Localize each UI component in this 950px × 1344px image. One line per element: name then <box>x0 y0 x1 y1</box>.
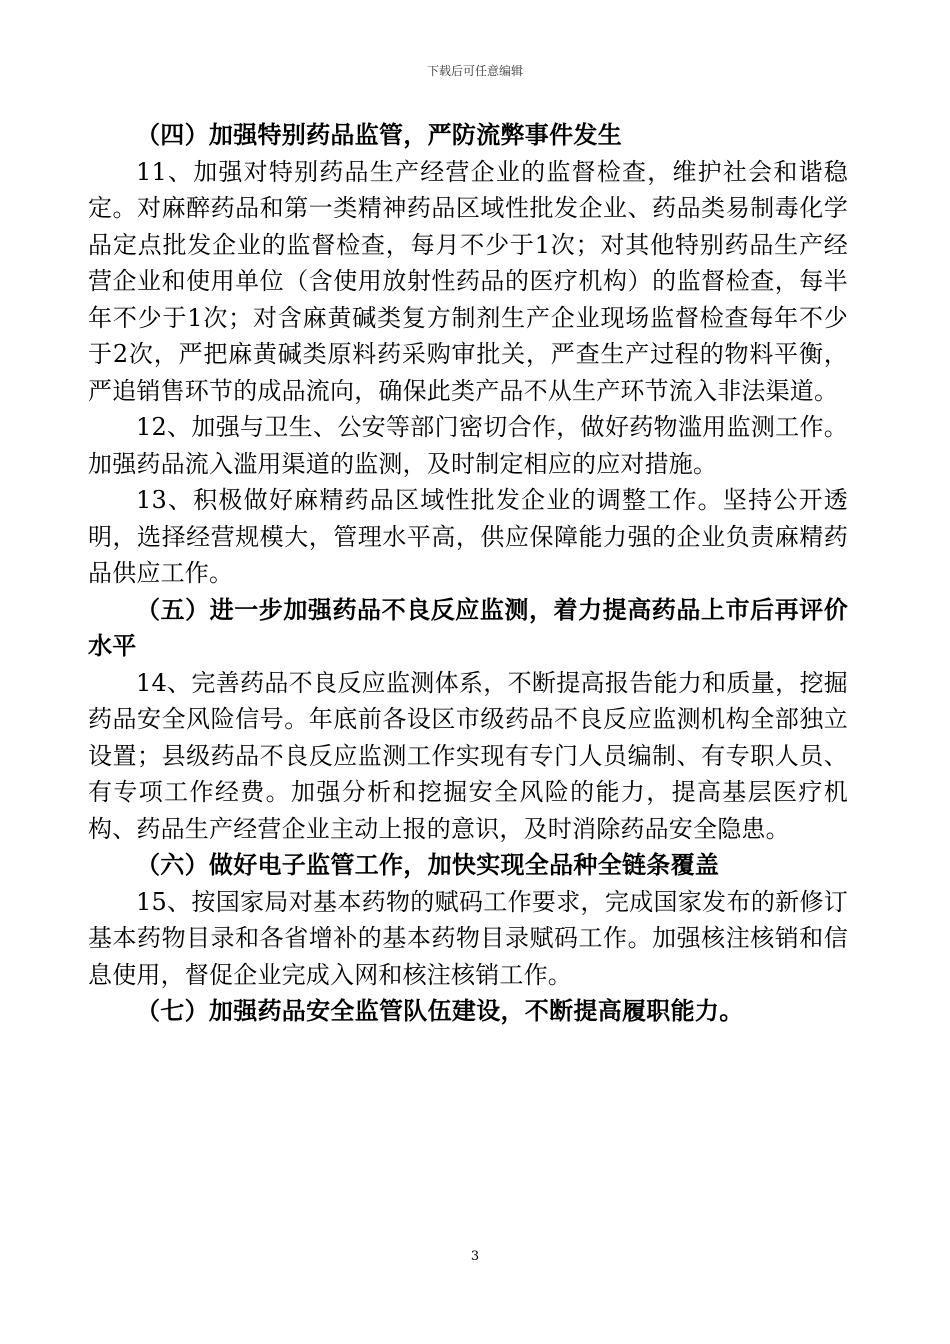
page-header-note: 下载后可任意编辑 <box>426 64 523 78</box>
paragraph-item-15: 15、按国家局对基本药物的赋码工作要求，完成国家发布的新修订基本药物目录和各省增补的基本药物目录赋码工作。加强核注核销和信息使用，督促企业完成入网和核注核销工作。 <box>88 887 848 989</box>
paragraph-item-12: 12、加强与卫生、公安等部门密切合作，做好药物滥用监测工作。加强药品流入滥用渠道的监测，及时制定相应的应对措施。 <box>88 413 848 478</box>
section-heading-5: （五）进一步加强药品不良反应监测，着力提高药品上市后再评价水平 <box>88 595 848 660</box>
paragraph-item-13: 13、积极做好麻精药品区域性批发企业的调整工作。坚持公开透明，选择经营规模大，管理水平高，供应保障能力强的企业负责麻精药品供应工作。 <box>88 486 848 587</box>
paragraph-item-14: 14、完善药品不良反应监测体系，不断提高报告能力和质量，挖掘药品安全风险信号。年底前各设区市级药品不良反应监测机构全部独立设置；县级药品不良反应监测工作实现有专门人员编制、有专职人员、有专项工作经费。加强分析和挖掘安全风险的能力，提高基层医疗机构、药品生产经营企业主动上报的意识，及时消除药品安全隐患。 <box>88 668 848 843</box>
section-heading-6: （六）做好电子监管工作，加快实现全品种全链条覆盖 <box>136 851 720 879</box>
section-heading-7: （七）加强药品安全监管队伍建设，不断提高履职能力。 <box>136 997 744 1025</box>
paragraph-item-11: 11、加强对特别药品生产经营企业的监督检查，维护社会和谐稳定。对麻醉药品和第一类精神药品区域性批发企业、药品类易制毒化学品定点批发企业的监督检查，每月不少于1次；对其他特别药品生产经营企业和使用单位（含使用放射性药品的医疗机构）的监督检查，每半年不少于1次；对含麻黄碱类复方制剂生产企业现场监督检查每年不少于2次，严把麻黄碱类原料药采购审批关，严查生产过程的物料平衡，严追销售环节的成品流向，确保此类产品不从生产环节流入非法渠道。 <box>88 157 848 405</box>
document-body <box>88 117 848 1030</box>
page-number: 3 <box>470 1249 480 1264</box>
section-heading-4: （四）加强特别药品监管，严防流弊事件发生 <box>136 121 622 149</box>
